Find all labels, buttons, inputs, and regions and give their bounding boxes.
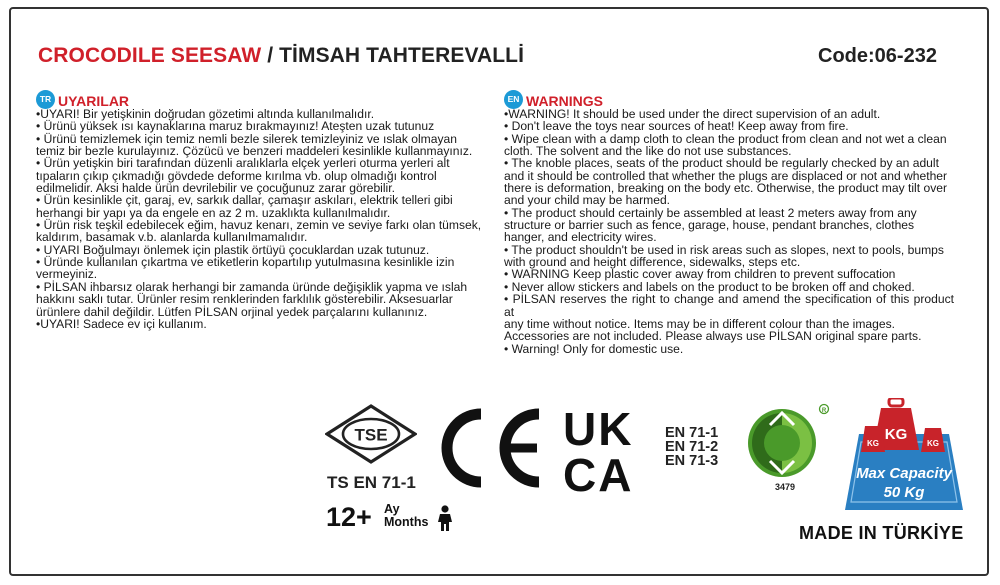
- weight-small-right-icon: [921, 428, 945, 452]
- capacity-line1: Max Capacity: [856, 465, 952, 482]
- warning-line: • Ürün risk teşkil edebilecek eğim, havuz kenarı, zemin ve seviye farkı olan tümsek,: [36, 218, 482, 233]
- weight-small-left-label: KG: [867, 439, 879, 448]
- turkish-warnings: [36, 93, 488, 330]
- tse-text: TSE: [354, 425, 388, 445]
- ukca-top: UK: [563, 405, 634, 455]
- age-label: 12+: [326, 502, 372, 532]
- product-title: [38, 44, 524, 68]
- warning-line: • PİLSAN ihbarsız olarak herhangi bir zamanda üründe değişiklik yapma ve ıslah: [36, 279, 468, 294]
- en-language-badge: EN: [504, 90, 523, 109]
- warning-line: temiz bir bezle kurulayınız. Çözücü ve benzeri maddeleri kesinlikle kullanmayınız.: [36, 144, 473, 159]
- warning-line: structure or barrier such as fence, garage, house, pendant branches, clothes: [504, 218, 915, 233]
- warning-line: • Warning! Only for domestic use.: [504, 341, 684, 356]
- warning-line: • UYARI Boğulmayı önlemek için plastik örtüyü çocuklardan uzak tutunuz.: [36, 242, 430, 257]
- warning-line: •UYARI! Bir yetişkinin doğrudan gözetimi altında kullanılmalıdır.: [36, 107, 375, 121]
- warning-line: and your child may be harmed.: [504, 193, 671, 208]
- age-unit-en: Months: [384, 515, 429, 529]
- made-in-label: MADE IN TÜRKİYE: [799, 523, 964, 543]
- warning-line: hanger, and electricity wires.: [504, 230, 657, 245]
- age-unit: [384, 503, 428, 529]
- max-capacity-icon: [839, 398, 969, 516]
- warning-line: •WARNING! It should be used under the direct supervision of an adult.: [504, 107, 881, 121]
- english-heading-text: WARNINGS: [526, 93, 603, 109]
- warning-line: • Ürün kesinlikle çit, garaj, ev, sarkık dallar, çamaşır askıları, elektrik telleri gibi: [36, 193, 453, 208]
- warning-line: • Ürün yetişkin biri tarafından düzenli aralıklarla elçek yerleri oturma yerleri alt: [36, 156, 450, 171]
- turkish-warning-lines: [36, 108, 488, 330]
- child-figure-icon: [435, 505, 455, 531]
- warning-line: • The product should certainly be assembled at least 2 meters away from any: [504, 205, 917, 220]
- warning-line: cloth. The solvent and the like do not use substances.: [504, 144, 792, 159]
- warning-line: any time without notice. Items may be in different colour than the images.: [504, 316, 896, 331]
- warning-line: • The knoble places, seats of the product should be regularly checked by an adult: [504, 156, 939, 171]
- capacity-line2: 50 Kg: [883, 484, 925, 501]
- warning-line: tıpaların çıkıp çıkmadığı gövdede deforme kırılma vb. olup olmadığı kontrol: [36, 168, 437, 183]
- warning-line: • Ürünü temizlemek için temiz nemli bezle silerek temizleyiniz ve ıslak olmayan: [36, 131, 457, 146]
- product-code: Code:06-232: [818, 45, 937, 67]
- warning-line: •UYARI! Sadece ev içi kullanım.: [36, 316, 207, 331]
- warning-line: kaldırım, basamak v.b. alanlarda kullanılmamalıdır.: [36, 230, 308, 245]
- warning-line: with ground and height difference, sidewalks, steps etc.: [504, 255, 801, 270]
- title-turkish: TİMSAH TAHTEREVALLİ: [279, 44, 525, 67]
- warning-line: • Don't leave the toys near sources of heat! Keep away from fire.: [504, 119, 849, 134]
- warning-line: • WARNING Keep plastic cover away from children to prevent suffocation: [504, 267, 896, 282]
- svg-text:R: R: [821, 408, 827, 414]
- ce-mark-icon: [435, 406, 547, 490]
- ukca-bottom: CA: [563, 449, 634, 493]
- warning-line: • PİLSAN reserves the right to change and amend the specification of this product at: [504, 292, 954, 319]
- english-warnings: [504, 93, 954, 355]
- warning-line: • Wipe clean with a damp cloth to clean the product from clean and not wet a clean: [504, 131, 947, 146]
- green-dot-icon: [744, 403, 830, 483]
- weight-small-left-icon: [861, 426, 885, 452]
- ukca-mark-icon: [563, 405, 651, 493]
- warning-line: • Never allow stickers and labels on the product to be broken off and choked.: [504, 279, 915, 294]
- en71-2: EN 71-2: [665, 439, 719, 455]
- warning-line: and it should be controlled that whether the plugs are displaced or not and whether: [504, 168, 948, 183]
- warning-line: there is deformation, breaking on the body etc. Otherwise, the product may tilt over: [504, 181, 947, 196]
- warning-line: Accessories are not included. Please always use PİLSAN original spare parts.: [504, 329, 922, 344]
- title-english: CROCODILE SEESAW: [38, 44, 262, 67]
- warning-line: • Üründe kullanılan çıkartma ve etiketlerin kopartılıp yutulmasına kesinlikle izin: [36, 255, 455, 270]
- weight-small-right-label: KG: [927, 439, 939, 448]
- english-warning-lines: [504, 108, 954, 355]
- green-dot-number: 3479: [775, 482, 796, 492]
- tse-icon: [325, 404, 417, 464]
- warning-line: • Ürünü yüksek ısı kaynaklarına maruz bırakmayınız! Ateşten uzak tutunuz: [36, 119, 435, 134]
- warning-line: • The product shouldn't be used in risk areas such as slopes, next to pools, bumps: [504, 242, 944, 257]
- en71-1: EN 71-1: [665, 425, 719, 441]
- en71-3: EN 71-3: [665, 453, 719, 469]
- turkish-heading-text: UYARILAR: [58, 93, 130, 109]
- warning-line: edilmelidir. Aksi halde ürün devrilebilir ve çocuğunuz zarar görebilir.: [36, 181, 395, 196]
- warning-line: herhangi bir yapı ya da engele en az 2 m. uzaklıkta kullanılmalıdır.: [36, 205, 391, 220]
- tr-language-badge: TR: [36, 90, 55, 109]
- en71-standards: [665, 426, 718, 468]
- warning-line: ürünlere dahil değildir. Lütfen PİLSAN orjinal yedek parçalarını kullanınız.: [36, 304, 428, 319]
- tse-standard: TS EN 71-1: [327, 473, 416, 492]
- warning-line: hakkını saklı tutar. Ürünler resim renklerinden farklılık gösterebilir. Aksesuarlar: [36, 292, 453, 307]
- weight-large-label: KG: [884, 426, 908, 443]
- age-unit-tr: Ay: [384, 502, 400, 516]
- title-separator: /: [261, 44, 280, 67]
- warning-line: vermeyiniz.: [36, 267, 98, 282]
